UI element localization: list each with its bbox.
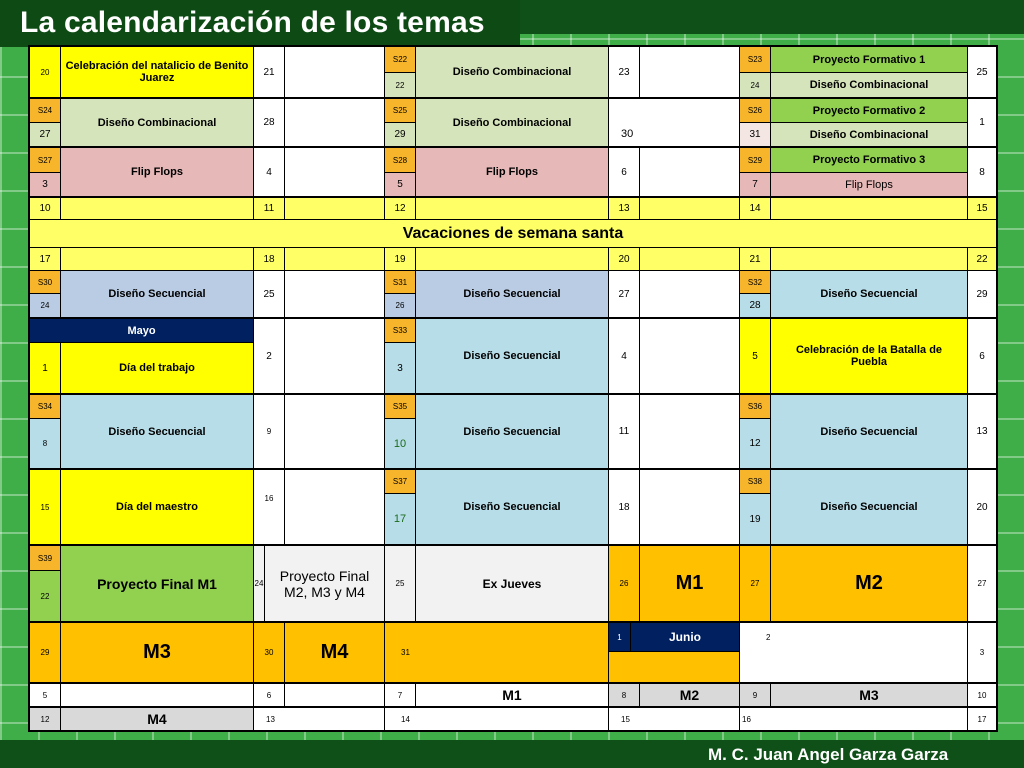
day-cell: 10 xyxy=(384,418,416,469)
day-cell: 15 xyxy=(967,197,997,220)
exam-m3: M3 xyxy=(770,683,968,707)
week-label: S31 xyxy=(384,270,416,294)
author-footer: M. C. Juan Angel Garza Garza xyxy=(708,745,949,764)
day-cell: 10 xyxy=(967,683,997,707)
day-cell: 21 xyxy=(253,46,285,98)
month-mayo: Mayo xyxy=(29,318,254,343)
topic-diseno-secuencial: Diseño Secuencial xyxy=(60,270,254,318)
day-cell: 4 xyxy=(608,318,640,394)
day-cell: 2 xyxy=(253,318,285,394)
day-cell: 15 xyxy=(608,707,740,731)
day-cell: 29 xyxy=(29,622,61,683)
week-label: S28 xyxy=(384,147,416,173)
week-label: S35 xyxy=(384,394,416,419)
day-cell: 20 xyxy=(29,46,61,98)
day-cell: 27 xyxy=(29,122,61,147)
week-label: S30 xyxy=(29,270,61,294)
event-dia-del-trabajo: Día del trabajo xyxy=(60,342,254,394)
day-cell: 12 xyxy=(739,418,771,469)
empty-cell xyxy=(639,469,740,545)
day-cell: 6 xyxy=(253,683,285,707)
day-cell: 2 xyxy=(739,622,968,683)
empty-cell xyxy=(284,147,385,197)
topic-flip-flops: Flip Flops xyxy=(60,147,254,197)
empty-cell xyxy=(639,247,740,271)
empty-cell xyxy=(639,197,740,220)
exam-m3: M3 xyxy=(60,622,254,683)
week-label: S36 xyxy=(739,394,771,419)
day-cell: 30 xyxy=(253,622,285,683)
week-label: S39 xyxy=(29,545,61,571)
week-label: S26 xyxy=(739,98,771,123)
week-label: S25 xyxy=(384,98,416,123)
day-cell: 3 xyxy=(29,172,61,197)
day-cell: 10 xyxy=(29,197,61,220)
week-label: S23 xyxy=(739,46,771,73)
empty-cell xyxy=(60,197,254,220)
exam-m4: M4 xyxy=(60,707,254,731)
topic-flip-flops: Flip Flops xyxy=(415,147,609,197)
day-cell: 1 xyxy=(608,622,631,652)
topic-diseno-combinacional: Diseño Combinacional xyxy=(770,122,968,147)
topic-flip-flops: Flip Flops xyxy=(770,172,968,197)
exam-m1: M1 xyxy=(639,545,740,622)
day-cell: 23 xyxy=(608,46,640,98)
exam-m2: M2 xyxy=(770,545,968,622)
day-cell: 29 xyxy=(967,270,997,318)
day-cell: 21 xyxy=(739,247,771,271)
day-cell: 7 xyxy=(739,172,771,197)
proyecto-formativo-2: Proyecto Formativo 2 xyxy=(770,98,968,123)
day-cell: 8 xyxy=(608,683,640,707)
month-junio: Junio xyxy=(630,622,740,652)
exam-m4: M4 xyxy=(284,622,385,683)
event-dia-del-maestro: Día del maestro xyxy=(60,469,254,545)
day-cell: 28 xyxy=(253,98,285,147)
week-label: S27 xyxy=(29,147,61,173)
day-cell: 12 xyxy=(29,707,61,731)
event-batalla-de-puebla: Celebración de la Batalla de Puebla xyxy=(770,318,968,394)
day-cell: 20 xyxy=(608,247,640,271)
empty-cell xyxy=(284,46,385,98)
topic-diseno-combinacional: Diseño Combinacional xyxy=(415,98,609,147)
event-natalicio: Celebración del natalicio de Benito Juarez xyxy=(60,46,254,98)
empty-cell xyxy=(639,318,740,394)
day-cell: 27 xyxy=(739,545,771,622)
empty-cell xyxy=(639,147,740,197)
day-cell: 24 xyxy=(29,293,61,318)
day-cell: 14 xyxy=(739,197,771,220)
day-cell: 3 xyxy=(384,342,416,394)
topic-diseno-secuencial: Diseño Secuencial xyxy=(415,394,609,469)
day-cell: 3 xyxy=(967,622,997,683)
day-cell: 19 xyxy=(739,493,771,545)
ex-jueves: Ex Jueves xyxy=(415,545,609,622)
empty-cell xyxy=(284,270,385,318)
day-cell: 13 xyxy=(253,707,385,731)
empty-cell xyxy=(608,651,740,683)
empty-cell xyxy=(639,46,740,98)
empty-cell xyxy=(770,197,968,220)
day-cell: 8 xyxy=(29,418,61,469)
week-label: S24 xyxy=(29,98,61,123)
day-cell: 5 xyxy=(384,172,416,197)
day-cell: 24 xyxy=(739,72,771,98)
vacaciones-banner: Vacaciones de semana santa xyxy=(29,219,997,248)
day-cell: 6 xyxy=(967,318,997,394)
day-cell: 12 xyxy=(384,197,416,220)
day-cell: 17 xyxy=(384,493,416,545)
day-cell: 1 xyxy=(967,98,997,147)
week-label: S34 xyxy=(29,394,61,419)
topic-diseno-secuencial: Diseño Secuencial xyxy=(415,270,609,318)
week-label: S32 xyxy=(739,270,771,294)
day-cell: 13 xyxy=(608,197,640,220)
day-cell: 28 xyxy=(739,293,771,318)
week-label: S37 xyxy=(384,469,416,494)
day-cell: 14 xyxy=(384,707,609,731)
day-cell: 27 xyxy=(967,545,997,622)
empty-cell xyxy=(284,247,385,271)
week-label: S38 xyxy=(739,469,771,494)
exam-m2: M2 xyxy=(639,683,740,707)
empty-cell xyxy=(415,197,609,220)
day-cell: 6 xyxy=(608,147,640,197)
proyecto-final-m2-m3-m4: Proyecto Final M2, M3 y M4 xyxy=(264,545,385,622)
day-cell: 22 xyxy=(29,570,61,622)
proyecto-formativo-1: Proyecto Formativo 1 xyxy=(770,46,968,73)
empty-cell xyxy=(284,683,385,707)
day-cell: 1 xyxy=(29,342,61,394)
empty-cell xyxy=(415,247,609,271)
day-cell: 11 xyxy=(253,197,285,220)
empty-cell xyxy=(770,247,968,271)
topic-diseno-secuencial: Diseño Secuencial xyxy=(415,318,609,394)
week-label: S29 xyxy=(739,147,771,173)
day-cell: 22 xyxy=(384,72,416,98)
week-label: S22 xyxy=(384,46,416,73)
day-cell: 11 xyxy=(608,394,640,469)
week-label: S33 xyxy=(384,318,416,343)
topic-diseno-combinacional: Diseño Combinacional xyxy=(60,98,254,147)
title-box xyxy=(0,0,520,47)
day-cell: 15 xyxy=(29,469,61,545)
day-cell: 18 xyxy=(608,469,640,545)
day-cell: 26 xyxy=(608,545,640,622)
page-title: La calendarización de los temas xyxy=(20,6,485,39)
topic-diseno-combinacional: Diseño Combinacional xyxy=(415,46,609,98)
day-cell: 25 xyxy=(384,545,416,622)
day-cell: 8 xyxy=(967,147,997,197)
exam-m1: M1 xyxy=(415,683,609,707)
day-cell: 5 xyxy=(29,683,61,707)
day-cell: 31 xyxy=(384,622,609,683)
day-cell: 17 xyxy=(29,247,61,271)
day-cell: 27 xyxy=(608,270,640,318)
day-cell: 24 xyxy=(253,545,265,622)
day-cell: 7 xyxy=(384,683,416,707)
day-cell: 9 xyxy=(253,394,285,469)
topic-diseno-secuencial: Diseño Secuencial xyxy=(770,469,968,545)
topic-diseno-secuencial: Diseño Secuencial xyxy=(770,270,968,318)
empty-cell xyxy=(639,394,740,469)
day-cell: 4 xyxy=(253,147,285,197)
day-cell: 25 xyxy=(967,46,997,98)
day-cell: 20 xyxy=(967,469,997,545)
proyecto-final-m1: Proyecto Final M1 xyxy=(60,545,254,622)
empty-cell xyxy=(60,247,254,271)
day-cell: 16 xyxy=(739,707,968,731)
day-cell: 16 xyxy=(253,469,285,545)
day-cell: 30 xyxy=(608,98,740,147)
empty-cell xyxy=(60,683,254,707)
day-cell: 5 xyxy=(739,318,771,394)
day-cell: 17 xyxy=(967,707,997,731)
calendar-table xyxy=(28,45,998,732)
day-cell: 29 xyxy=(384,122,416,147)
topic-diseno-secuencial: Diseño Secuencial xyxy=(60,394,254,469)
day-cell: 26 xyxy=(384,293,416,318)
proyecto-formativo-3: Proyecto Formativo 3 xyxy=(770,147,968,173)
topic-diseno-secuencial: Diseño Secuencial xyxy=(770,394,968,469)
day-cell: 25 xyxy=(253,270,285,318)
day-cell: 19 xyxy=(384,247,416,271)
empty-cell xyxy=(284,197,385,220)
empty-cell xyxy=(284,318,385,394)
day-cell: 31 xyxy=(739,122,771,147)
empty-cell xyxy=(284,98,385,147)
empty-cell xyxy=(284,394,385,469)
topic-diseno-combinacional: Diseño Combinacional xyxy=(770,72,968,98)
empty-cell xyxy=(284,469,385,545)
day-cell: 9 xyxy=(739,683,771,707)
empty-cell xyxy=(639,270,740,318)
day-cell: 22 xyxy=(967,247,997,271)
day-cell: 13 xyxy=(967,394,997,469)
day-cell: 18 xyxy=(253,247,285,271)
topic-diseno-secuencial: Diseño Secuencial xyxy=(415,469,609,545)
